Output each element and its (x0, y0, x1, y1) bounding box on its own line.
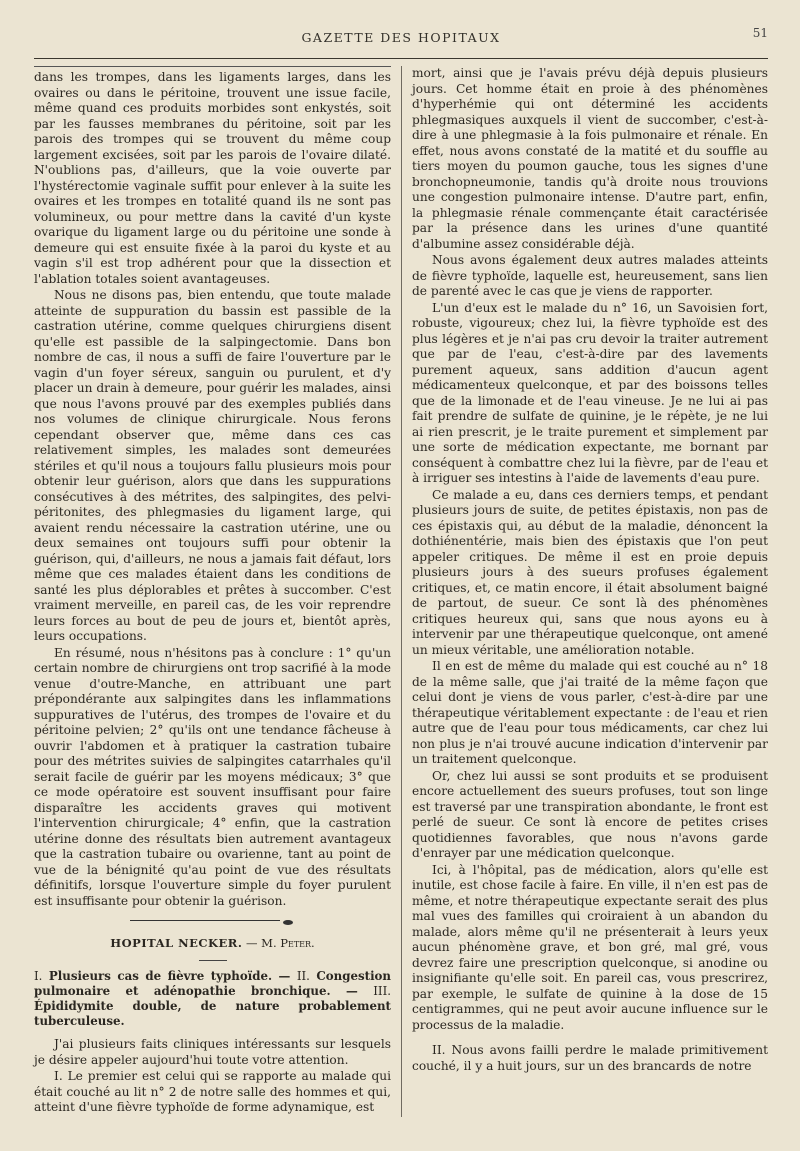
paragraph: Nous avons également deux autres malades atteints de fièvre typhoïde, laquelle est, heureusement, sans lien de parenté avec le cas que je viens de rapporter. (412, 253, 768, 298)
author-name: — M. Peter. (246, 936, 315, 950)
paragraph: Il en est de même du malade qui est couché au n° 18 de la même salle, que j'ai traité de la même façon que celui dont je viens de vous parler, c'est-à-dire par une thérapeutique véritablement expectante : de l'eau et rien autre que de l'eau pour tous médicaments, car chez lui non plus je n'ai trouvé aucune indication d'intervenir par un traitement quelconque. (412, 659, 768, 766)
lecture-summary: I. Plusieurs cas de fièvre typhoïde. — II. Congestion pulmonaire et adénopathie bronchique. — III. Épididymite double, de nature probablement tuberculeuse. (34, 969, 391, 1028)
header-rule (34, 58, 768, 59)
hospital-name: HOPITAL NECKER. (110, 936, 243, 950)
paragraph: I. Le premier est celui qui se rapporte au malade qui était couché au lit n° 2 de notre salle des hommes et qui, atteint d'une fièvre typhoïde de forme adynamique, est (34, 1069, 391, 1114)
right-column (401, 66, 768, 1117)
left-column (34, 66, 401, 1117)
paragraph: L'un d'eux est le malade du n° 16, un Savoisien fort, robuste, vigoureux; chez lui, la fièvre typhoïde est des plus légères et je n'ai pas cru devoir la traiter autrement que par de l'eau, c'est-à-dire par des lavements purement aqueux, sans addition d'aucun agent médicamenteux quelconque, et par des boissons telles que de la limonade et de l'eau vineuse. Je ne lui ai pas fait prendre de sulfate de quinine, je le répète, je ne lui ai rien prescrit, je le traite purement et simplement par une sorte de médication expectante, me bornant par conséquent à combattre chez lui la fièvre, par de l'eau et à irriguer ses intestins à l'aide de lavements d'eau pure. (412, 300, 768, 485)
text-columns (34, 66, 768, 1117)
paragraph: dans les trompes, dans les ligaments larges, dans les ovaires ou dans le péritoine, trouvent une issue facile, même quand ces produits morbides sont enkystés, soit par les fausses membranes du péritoine, soit par les parois des trompes qui se trouvent du même coup largement excisées, soit par les parois de l'ovaire dilaté. N'oublions pas, d'ailleurs, que la voie ouverte par l'hystérectomie vaginale suffit pour enlever à la suite les ovaires et les trompes en totalité quand ils ne sont pas volumineux, ou pour mettre dans la cavité d'un kyste ovarique du ligament large ou du péritoine une sonde à demeure qui est ensuite fixée à la paroi du kyste et au vagin s'il est trop adhérent pour que la dissection et l'ablation totales soient avantageuses. (34, 70, 391, 286)
page-number: 51 (752, 26, 768, 40)
paragraph: mort, ainsi que je l'avais prévu déjà depuis plusieurs jours. Cet homme était en proie à des phénomènes d'hyperhémie qui ont déterminé les accidents phlegmasiques auxquels il vient de succomber, c'est-à-dire à une phlegmasie à la fois pulmonaire et rénale. En effet, nous avons constaté de la matité et du souffle au tiers moyen du poumon gauche, tous les signes d'une bronchopneumonie, tandis qu'à droite nous trouvions une congestion pulmonaire intense. D'autre part, enfin, la phlegmasie rénale commençante était caractérisée par la présence dans les urines d'une quantité d'albumine assez considérable déjà. (412, 66, 768, 251)
section-heading (34, 936, 391, 950)
paragraph: II. Nous avons failli perdre le malade primitivement couché, il y a huit jours, sur un des brancards de notre (412, 1043, 768, 1073)
paragraph: Or, chez lui aussi se sont produits et se produisent encore actuellement des sueurs profuses, tout son linge est traversé par une transpiration abondante, le front est perlé de sueur. Ce sont là encore de petites crises quotidiennes favorables, que nous n'avons garde d'enrayer par une médication quelconque. (412, 768, 768, 860)
column-top-rule (34, 66, 391, 67)
paragraph: Ce malade a eu, dans ces derniers temps, et pendant plusieurs jours de suite, de petites épistaxis, non pas de ces épistaxis qui, au début de la maladie, dénoncent la dothiénentérie, mais bien des épistaxis que l'on peut appeler critiques. De même il est en proie depuis plusieurs jours à des sueurs profuses également critiques, et, ce matin encore, il était absolument baigné de partout, de sueur. Ce sont là des phénomènes critiques heureux qui, sans que nous ayons eu à intervenir par une thérapeutique quelconque, ont amené un mieux véritable, une amélioration notable. (412, 487, 768, 657)
page-header (34, 0, 768, 58)
paragraph: Ici, à l'hôpital, pas de médication, alors qu'elle est inutile, est chose facile à faire. En ville, il n'en est pas de même, et notre thérapeutique expectante serait des plus mal vues des familles qui croiraient à un abandon du malade, alors même qu'il ne présenterait à leurs yeux aucun phénomène grave, et bon gré, mal gré, vous devrez faire une prescription quelconque, si anodine ou insignifiante qu'elle soit. En pareil cas, vous prescrirez, par exemple, le sulfate de quinine à la dose de 15 centigrammes, qui ne peut avoir aucune influence sur le processus de la maladie. (412, 862, 768, 1032)
paragraph: J'ai plusieurs faits cliniques intéressants sur lesquels je désire appeler aujourd'hui toute votre attention. (34, 1037, 391, 1067)
paragraph: Nous ne disons pas, bien entendu, que toute malade atteinte de suppuration du bassin est passible de la castration utérine, comme quelques chirurgiens disent qu'elle est passible de la salpingectomie. Dans bon nombre de cas, il nous a suffi de faire l'ouverture par le vagin d'un foyer séreux, sanguin ou purulent, et d'y placer un drain à demeure, pour guérir les malades, ainsi que nous l'avons prouvé par des exemples publiés dans nos volumes de clinique chirurgicale. Nous ferons cependant observer que, même dans ces cas relativement simples, les malades sont demeurées stériles et qu'il nous a toujours fallu plusieurs mois pour obtenir leur guérison, alors que dans les suppurations consécutives à des métrites, des salpingites, des pelvi-péritonites, des phlegmasies du ligament large, qui avaient rendu nécessaire la castration utérine, une ou deux semaines ont toujours suffi pour obtenir la guérison, qui, d'ailleurs, ne nous a jamais fait défaut, lors même que ces malades étaient dans les conditions de santé les plus déplorables et prêtes à succomber. C'est vraiment merveille, en pareil cas, de les voir reprendre leurs forces au bout de peu de jours et, bientôt après, leurs occupations. (34, 288, 391, 643)
section-separator (34, 915, 391, 928)
paragraph: En résumé, nous n'hésitons pas à conclure : 1° qu'un certain nombre de chirurgiens ont trop sacrifié à la mode venue d'outre-Manche, en attribuant une part prépondérante aux salpingites dans les inflammations suppuratives de l'utérus, des trompes de l'ovaire et du péritoine pelvien; 2° qu'ils ont une tendance fâcheuse à ouvrir l'abdomen et à pratiquer la castration tubaire pour des métrites suivies de salpingites catarrhales qu'il serait facile de guérir par les moyens médicaux; 3° que ce mode opératoire est souvent insuffisant pour faire disparaître les accidents graves qui motivent l'intervention chirurgicale; 4° enfin, que la castration utérine donne des résultats bien autrement avantageux que la castration tubaire ou ovarienne, tant au point de vue de la bénignité qu'au point de vue des résultats définitifs, lorsque l'ouverture simple du foyer purulent est insuffisante pour obtenir la guérison. (34, 645, 391, 908)
running-title: GAZETTE DES HOPITAUX (301, 30, 501, 45)
heading-rule (199, 960, 227, 961)
